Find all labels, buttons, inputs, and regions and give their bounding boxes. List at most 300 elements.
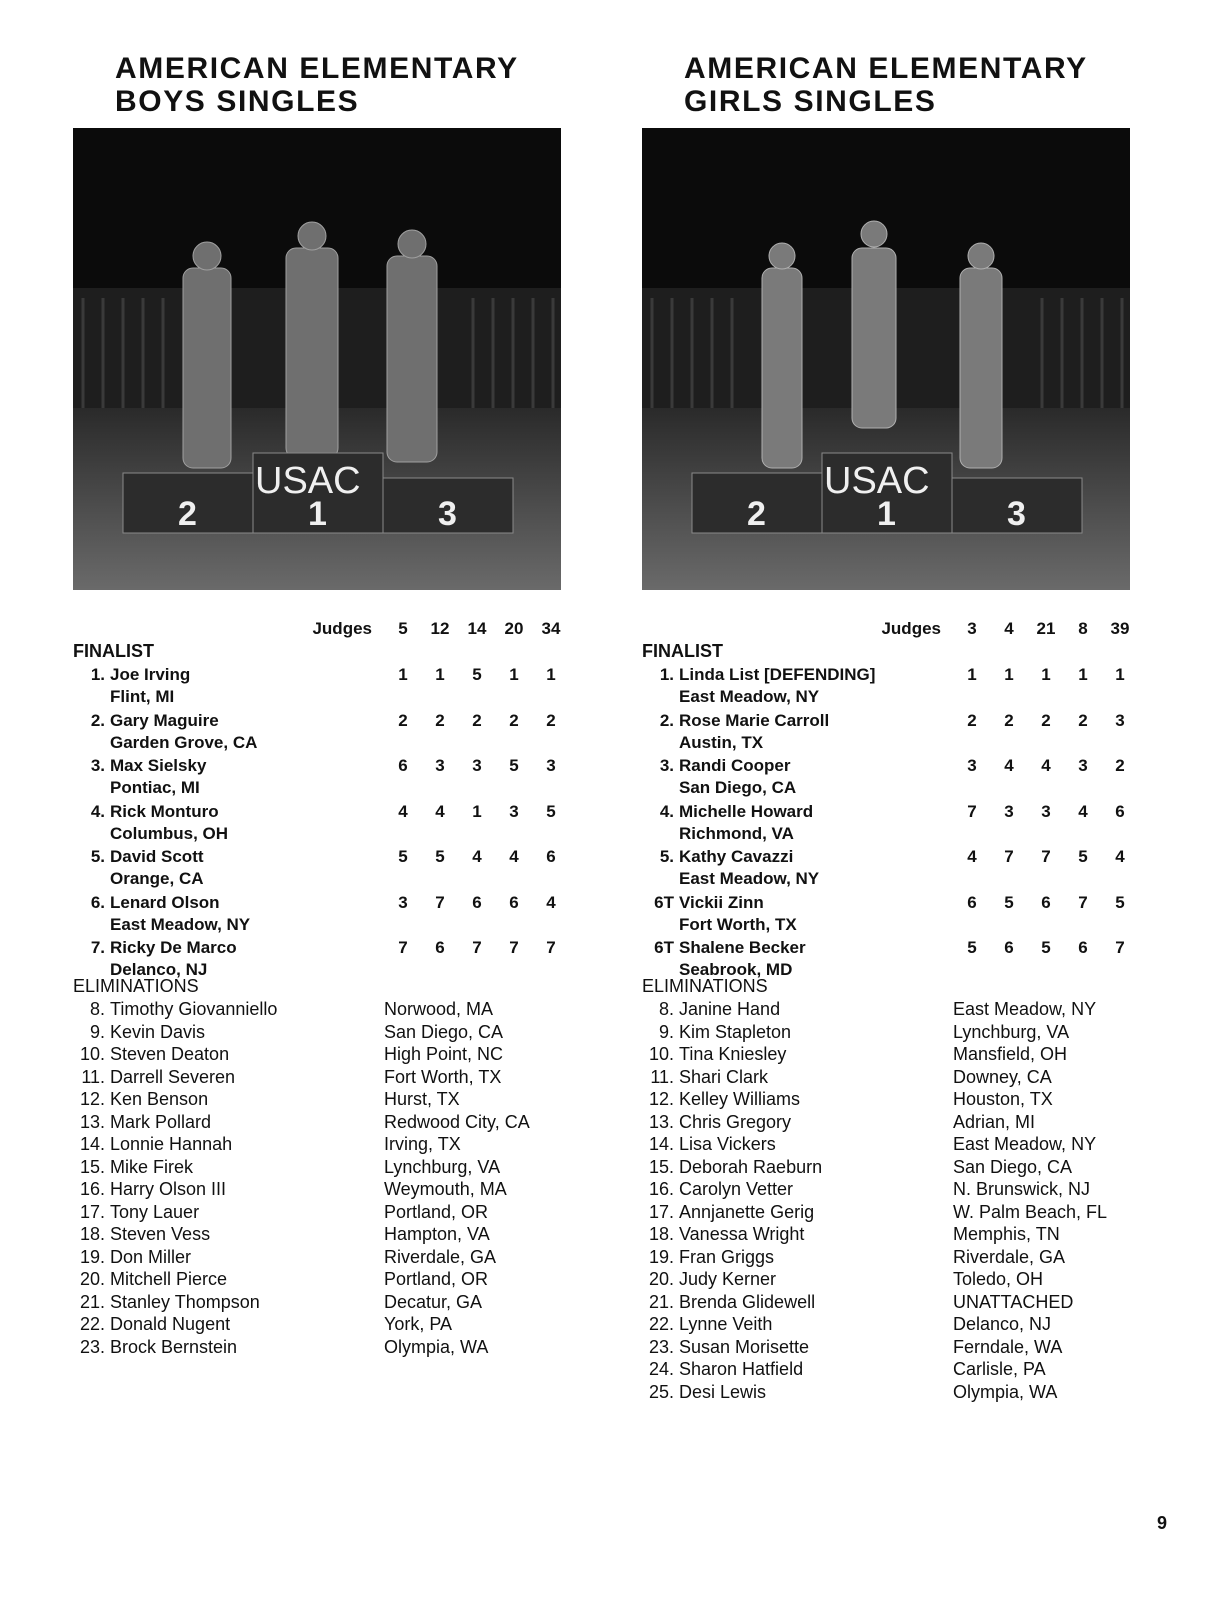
finalist-city: East Meadow, NY — [679, 869, 820, 888]
elimination-name: Vanessa Wright — [679, 1224, 805, 1244]
elimination-name: Mitchell Pierce — [110, 1269, 228, 1289]
judge-score: 2 — [435, 710, 445, 730]
banner-text: USAC — [255, 460, 361, 502]
elimination-name: Lonnie Hannah — [110, 1134, 233, 1154]
finalist-rank: 2. — [90, 710, 105, 730]
judge-score: 2 — [1078, 710, 1088, 730]
elimination-name: Deborah Raeburn — [679, 1156, 823, 1177]
judge-score: 5 — [1041, 938, 1051, 957]
podium-1-label: 1 — [877, 495, 896, 533]
judge-score: 1 — [472, 801, 482, 821]
judge-score: 7 — [435, 892, 445, 912]
finalist-row — [73, 710, 593, 756]
judges-header — [73, 619, 583, 641]
elimination-name: Lisa Vickers — [679, 1134, 776, 1154]
judge-score: 6 — [509, 892, 519, 912]
judge-score: 4 — [967, 847, 977, 866]
page-number: 9 — [1156, 1513, 1167, 1533]
finalist-city: Fort Worth, TX — [679, 914, 797, 934]
judge-score: 2 — [1115, 756, 1125, 775]
judge-score: 4 — [435, 801, 445, 821]
judge-score: 7 — [546, 938, 556, 957]
finalist-list — [642, 664, 1162, 983]
finalist-rank: 7. — [90, 938, 105, 957]
judge-score: 3 — [435, 756, 445, 775]
elimination-name: Tina Kniesley — [679, 1044, 787, 1064]
elimination-name: Kim Stapleton — [679, 1021, 792, 1042]
finalist-rank: 1. — [90, 665, 105, 684]
judge-score: 1 — [967, 665, 977, 684]
judge-score: 5 — [435, 847, 445, 866]
elimination-city: Lynchburg, VA — [384, 1156, 501, 1177]
elimination-city: Carlisle, PA — [953, 1359, 1046, 1379]
elimination-name: Don Miller — [110, 1246, 192, 1267]
finalist-city: Pontiac, MI — [110, 778, 200, 797]
finalist-name: Michelle Howard — [679, 801, 814, 821]
elimination-row — [73, 1133, 593, 1156]
judge-score: 2 — [509, 710, 519, 730]
elimination-city: Riverdale, GA — [953, 1246, 1066, 1267]
judge-score: 1 — [1004, 665, 1014, 684]
elimination-city: Lynchburg, VA — [953, 1021, 1070, 1042]
elimination-city: Toledo, OH — [953, 1269, 1044, 1289]
elimination-row — [642, 1313, 1162, 1336]
elimination-row — [73, 998, 593, 1021]
elimination-rank: 22. — [648, 1314, 674, 1334]
finalist-name: Max Sielsky — [110, 756, 207, 775]
boys-podium-photo — [73, 128, 561, 590]
elimination-row — [642, 1066, 1162, 1089]
finalist-rank: 4. — [90, 801, 105, 821]
finalist-label: FINALIST — [73, 641, 154, 661]
elimination-rank: 11. — [81, 1066, 105, 1087]
judge-number: 4 — [1004, 619, 1014, 638]
judge-score: 7 — [398, 938, 408, 957]
elimination-name: Darrell Severen — [110, 1066, 236, 1087]
judge-score: 2 — [1041, 710, 1051, 730]
judge-score: 7 — [472, 938, 482, 957]
title-line-2: GIRLS SINGLES — [684, 85, 937, 118]
finalist-row — [73, 846, 593, 892]
finalist-city: Flint, MI — [110, 687, 175, 706]
elimination-row — [642, 1223, 1162, 1246]
elimination-row — [73, 1313, 593, 1336]
judge-score: 6 — [967, 892, 977, 912]
elimination-name: Judy Kerner — [679, 1269, 777, 1289]
banner-text: USAC — [824, 460, 930, 502]
elimination-row — [642, 1043, 1162, 1066]
elimination-rank: 10. — [79, 1044, 105, 1064]
elimination-row — [73, 1043, 593, 1066]
judge-number: 20 — [504, 619, 524, 638]
elimination-rank: 15. — [648, 1156, 674, 1177]
judge-score: 5 — [1078, 847, 1088, 866]
elimination-row — [73, 1066, 593, 1089]
elimination-city: San Diego, CA — [384, 1021, 504, 1042]
title-line-1: AMERICAN ELEMENTARY — [684, 52, 1088, 85]
elimination-city: Delanco, NJ — [953, 1314, 1052, 1334]
elimination-name: Brenda Glidewell — [679, 1291, 816, 1312]
elimination-rank: 14. — [648, 1134, 674, 1154]
elimination-row — [73, 1201, 593, 1224]
elimination-name: Desi Lewis — [679, 1381, 767, 1402]
judge-score: 5 — [967, 938, 977, 957]
elimination-rank: 11. — [650, 1066, 674, 1087]
elimination-row — [642, 1246, 1162, 1269]
judge-score: 1 — [1115, 665, 1125, 684]
elimination-rank: 19. — [648, 1246, 674, 1267]
judge-number: 5 — [398, 619, 408, 638]
podium-photo-graphic — [73, 128, 561, 590]
elimination-row — [73, 1111, 593, 1134]
elimination-city: Hampton, VA — [384, 1224, 490, 1244]
elimination-row — [73, 1268, 593, 1291]
elimination-city: Riverdale, GA — [384, 1246, 497, 1267]
elimination-row — [73, 1178, 593, 1201]
judge-score: 2 — [398, 710, 408, 730]
elimination-name: Brock Bernstein — [110, 1336, 238, 1357]
elimination-city: Hurst, TX — [384, 1089, 460, 1109]
judge-score: 7 — [1078, 892, 1088, 912]
finalist-name: Vickii Zinn — [679, 892, 764, 912]
judge-score: 7 — [967, 801, 977, 821]
title-line-1: AMERICAN ELEMENTARY — [115, 52, 519, 85]
judge-score: 4 — [1115, 847, 1125, 866]
finalist-row — [642, 664, 1162, 710]
judges-label: Judges — [881, 619, 941, 638]
judge-number: 12 — [430, 619, 450, 638]
elimination-row — [642, 1201, 1162, 1224]
judge-score: 6 — [546, 847, 556, 866]
finalist-name: Kathy Cavazzi — [679, 847, 794, 866]
elimination-row — [642, 1178, 1162, 1201]
judge-score: 5 — [546, 801, 556, 821]
elimination-row — [73, 1246, 593, 1269]
elimination-rank: 17. — [79, 1201, 105, 1222]
elimination-row — [642, 1291, 1162, 1314]
judge-score: 5 — [1004, 892, 1014, 912]
judge-number: 39 — [1110, 619, 1130, 638]
elimination-name: Fran Griggs — [679, 1246, 775, 1267]
elimination-row — [73, 1223, 593, 1246]
finalist-rank: 4. — [659, 801, 674, 821]
elimination-rank: 8. — [658, 999, 674, 1019]
finalist-name: Joe Irving — [110, 665, 191, 684]
elimination-city: Fort Worth, TX — [384, 1066, 502, 1087]
podium-3-label: 3 — [438, 495, 457, 533]
elimination-rank: 25. — [648, 1381, 674, 1402]
judge-score: 4 — [1004, 756, 1014, 775]
elimination-rank: 23. — [79, 1336, 105, 1357]
judge-number: 8 — [1078, 619, 1088, 638]
podium-photo-graphic — [642, 128, 1130, 590]
finalist-rank: 6. — [90, 892, 105, 912]
elimination-city: York, PA — [384, 1314, 453, 1334]
elimination-name: Donald Nugent — [110, 1314, 231, 1334]
elimination-rank: 12. — [648, 1089, 674, 1109]
finalist-rank: 6T — [654, 938, 674, 957]
judge-score: 6 — [472, 892, 482, 912]
elimination-row — [73, 1021, 593, 1044]
elimination-city: Ferndale, WA — [953, 1336, 1063, 1357]
judge-score: 2 — [472, 710, 482, 730]
finalist-list — [73, 664, 593, 983]
elimination-name: Tony Lauer — [110, 1201, 200, 1222]
elimination-city: Downey, CA — [953, 1066, 1052, 1087]
title-line-2: BOYS SINGLES — [115, 85, 360, 118]
elimination-row — [642, 1088, 1162, 1111]
elimination-row — [73, 1088, 593, 1111]
judge-score: 7 — [1041, 847, 1051, 866]
judges-header — [642, 619, 1152, 641]
elimination-name: Kevin Davis — [110, 1021, 206, 1042]
elimination-name: Susan Morisette — [679, 1336, 810, 1357]
judge-score: 6 — [398, 756, 408, 775]
finalist-city: Orange, CA — [110, 869, 204, 888]
finalist-name: Rose Marie Carroll — [679, 710, 830, 730]
elimination-name: Timothy Giovanniello — [110, 999, 278, 1019]
elimination-name: Kelley Williams — [679, 1089, 801, 1109]
judge-score: 4 — [472, 847, 482, 866]
elimination-city: UNATTACHED — [953, 1291, 1074, 1312]
finalist-city: Garden Grove, CA — [110, 732, 258, 752]
judge-score: 3 — [472, 756, 482, 775]
judge-score: 1 — [546, 665, 556, 684]
judge-score: 6 — [1115, 801, 1125, 821]
finalist-row — [73, 755, 593, 801]
elimination-rank: 18. — [648, 1224, 674, 1244]
finalist-city: San Diego, CA — [679, 778, 797, 797]
finalist-name: David Scott — [110, 847, 204, 866]
elimination-row — [642, 1156, 1162, 1179]
elimination-city: Olympia, WA — [953, 1381, 1058, 1402]
judge-score: 1 — [509, 665, 519, 684]
finalist-city: East Meadow, NY — [110, 914, 251, 934]
elimination-rank: 18. — [79, 1224, 105, 1244]
finalist-label: FINALIST — [642, 641, 723, 661]
elimination-row — [642, 1133, 1162, 1156]
judge-number: 14 — [467, 619, 487, 638]
elimination-city: Mansfield, OH — [953, 1044, 1068, 1064]
elimination-name: Mike Firek — [110, 1156, 194, 1177]
girls-podium-photo — [642, 128, 1130, 590]
judge-number: 21 — [1036, 619, 1056, 638]
finalist-city: Richmond, VA — [679, 823, 794, 843]
judge-score: 2 — [1004, 710, 1014, 730]
elimination-rank: 22. — [79, 1314, 105, 1334]
finalist-name: Linda List [DEFENDING] — [679, 665, 876, 684]
elimination-rank: 9. — [658, 1021, 674, 1042]
elimination-rank: 20. — [648, 1269, 674, 1289]
elimination-rank: 10. — [648, 1044, 674, 1064]
judge-score: 7 — [1004, 847, 1014, 866]
finalist-row — [642, 801, 1162, 847]
elimination-city: Adrian, MI — [953, 1111, 1036, 1132]
judge-score: 4 — [546, 892, 556, 912]
elimination-city: N. Brunswick, NJ — [953, 1179, 1091, 1199]
finalist-rank: 5. — [90, 847, 105, 866]
eliminations-list — [73, 998, 593, 1358]
elimination-city: Memphis, TN — [953, 1224, 1060, 1244]
elimination-rank: 12. — [79, 1089, 105, 1109]
judge-score: 6 — [1041, 892, 1051, 912]
judge-score: 3 — [1041, 801, 1051, 821]
finalist-row — [73, 664, 593, 710]
elimination-name: Lynne Veith — [679, 1314, 773, 1334]
elimination-rank: 24. — [648, 1359, 674, 1379]
podium-2-label: 2 — [178, 495, 197, 533]
elimination-row — [642, 1336, 1162, 1359]
judge-score: 5 — [472, 665, 482, 684]
elimination-city: Redwood City, CA — [384, 1111, 530, 1132]
judge-score: 3 — [546, 756, 556, 775]
judge-score: 3 — [1115, 710, 1125, 730]
judge-number: 3 — [967, 619, 977, 638]
finalist-city: Austin, TX — [679, 732, 764, 752]
judge-score: 3 — [967, 756, 977, 775]
elimination-city: Portland, OR — [384, 1269, 489, 1289]
judge-score: 7 — [509, 938, 519, 957]
elimination-name: Chris Gregory — [679, 1111, 792, 1132]
elimination-rank: 20. — [79, 1269, 105, 1289]
judge-score: 2 — [546, 710, 556, 730]
finalist-city: Seabrook, MD — [679, 960, 793, 979]
judge-score: 5 — [1115, 892, 1125, 912]
elimination-city: Irving, TX — [384, 1134, 461, 1154]
podium-1-label: 1 — [308, 495, 327, 533]
elimination-rank: 16. — [648, 1179, 674, 1199]
judge-score: 6 — [1078, 938, 1088, 957]
girls-section-title — [684, 52, 1088, 118]
judge-score: 2 — [967, 710, 977, 730]
finalist-rank: 3. — [659, 756, 674, 775]
elimination-rank: 17. — [648, 1201, 674, 1222]
judge-score: 5 — [509, 756, 519, 775]
judges-label: Judges — [312, 619, 372, 638]
elimination-city: Portland, OR — [384, 1201, 489, 1222]
finalist-rank: 5. — [659, 847, 674, 866]
elimination-name: Ken Benson — [110, 1089, 209, 1109]
elimination-row — [642, 1381, 1162, 1404]
elimination-city: San Diego, CA — [953, 1156, 1073, 1177]
elimination-rank: 21. — [79, 1291, 105, 1312]
finalist-city: Delanco, NJ — [110, 960, 208, 979]
elimination-city: Olympia, WA — [384, 1336, 489, 1357]
elimination-rank: 13. — [648, 1111, 674, 1132]
finalist-name: Ricky De Marco — [110, 938, 237, 957]
eliminations-label: ELIMINATIONS — [73, 976, 199, 996]
eliminations-list — [642, 998, 1162, 1403]
elimination-city: East Meadow, NY — [953, 999, 1097, 1019]
judge-score: 4 — [1078, 801, 1088, 821]
judge-score: 1 — [398, 665, 408, 684]
elimination-city: East Meadow, NY — [953, 1134, 1097, 1154]
elimination-name: Janine Hand — [679, 999, 781, 1019]
elimination-rank: 8. — [89, 999, 105, 1019]
elimination-rank: 15. — [79, 1156, 105, 1177]
elimination-rank: 14. — [79, 1134, 105, 1154]
elimination-city: Houston, TX — [953, 1089, 1053, 1109]
elimination-name: Sharon Hatfield — [679, 1359, 804, 1379]
elimination-row — [642, 1111, 1162, 1134]
boys-section-title — [115, 52, 519, 118]
judge-score: 6 — [435, 938, 445, 957]
finalist-row — [642, 755, 1162, 801]
judge-score: 3 — [398, 892, 408, 912]
elimination-rank: 9. — [89, 1021, 105, 1042]
podium-3-label: 3 — [1007, 495, 1026, 533]
elimination-city: Decatur, GA — [384, 1291, 483, 1312]
elimination-city: Norwood, MA — [384, 999, 494, 1019]
finalist-name: Rick Monturo — [110, 801, 219, 821]
judge-score: 1 — [435, 665, 445, 684]
elimination-city: W. Palm Beach, FL — [953, 1201, 1108, 1222]
elimination-name: Stanley Thompson — [110, 1291, 260, 1312]
elimination-rank: 19. — [79, 1246, 105, 1267]
judge-score: 4 — [398, 801, 408, 821]
finalist-row — [642, 846, 1162, 892]
judge-score: 6 — [1004, 938, 1014, 957]
finalist-city: East Meadow, NY — [679, 687, 820, 706]
finalist-row — [642, 710, 1162, 756]
elimination-name: Steven Vess — [110, 1224, 211, 1244]
elimination-name: Annjanette Gerig — [679, 1201, 815, 1222]
finalist-city: Columbus, OH — [110, 823, 229, 843]
finalist-rank: 1. — [659, 665, 674, 684]
judge-score: 3 — [1078, 756, 1088, 775]
judge-number: 34 — [541, 619, 561, 638]
judge-score: 1 — [1041, 665, 1051, 684]
elimination-name: Carolyn Vetter — [679, 1179, 794, 1199]
elimination-rank: 21. — [648, 1291, 674, 1312]
elimination-row — [73, 1336, 593, 1359]
elimination-rank: 23. — [648, 1336, 674, 1357]
elimination-name: Steven Deaton — [110, 1044, 230, 1064]
finalist-row — [73, 801, 593, 847]
elimination-row — [642, 1358, 1162, 1381]
elimination-city: Weymouth, MA — [384, 1179, 507, 1199]
elimination-rank: 16. — [79, 1179, 105, 1199]
judge-score: 5 — [398, 847, 408, 866]
eliminations-label: ELIMINATIONS — [642, 976, 768, 996]
elimination-name: Harry Olson III — [110, 1179, 227, 1199]
finalist-row — [642, 892, 1162, 938]
finalist-rank: 2. — [659, 710, 674, 730]
elimination-city: High Point, NC — [384, 1044, 504, 1064]
elimination-row — [642, 998, 1162, 1021]
judge-score: 4 — [1041, 756, 1051, 775]
judge-score: 7 — [1115, 938, 1125, 957]
judge-score: 3 — [509, 801, 519, 821]
finalist-rank: 3. — [90, 756, 105, 775]
judge-score: 3 — [1004, 801, 1014, 821]
finalist-name: Shalene Becker — [679, 938, 806, 957]
finalist-name: Gary Maguire — [110, 710, 219, 730]
elimination-row — [73, 1291, 593, 1314]
judge-score: 4 — [509, 847, 519, 866]
elimination-name: Mark Pollard — [110, 1111, 212, 1132]
podium-2-label: 2 — [747, 495, 766, 533]
judge-score: 1 — [1078, 665, 1088, 684]
elimination-row — [73, 1156, 593, 1179]
finalist-row — [73, 892, 593, 938]
finalist-name: Lenard Olson — [110, 892, 220, 912]
elimination-rank: 13. — [79, 1111, 105, 1132]
elimination-name: Shari Clark — [679, 1066, 769, 1087]
finalist-name: Randi Cooper — [679, 756, 791, 775]
finalist-rank: 6T — [654, 892, 674, 912]
elimination-row — [642, 1268, 1162, 1291]
